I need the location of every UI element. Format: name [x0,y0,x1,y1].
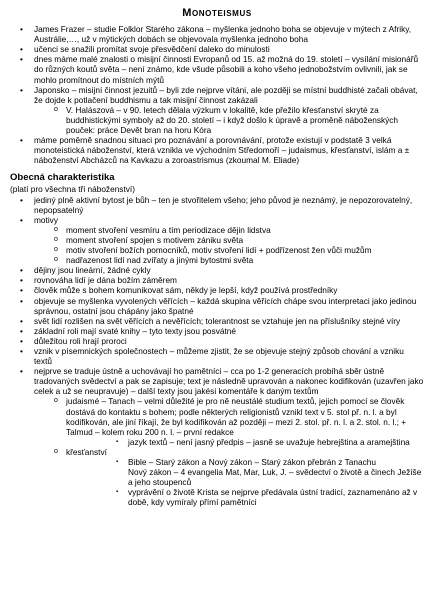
list-item [10,336,424,346]
bullet-icon: • [20,346,23,356]
bullet-icon: o [54,235,58,243]
list-item-text: člověk může s bohem komunikovat sám, někdy je lepší, když používá prostředníky [34,285,338,296]
list-item-text: moment stvoření vesmíru a tím periodizace dějin lidstva [66,224,271,235]
list-item [10,437,424,447]
page-title: Monoteismus [182,7,252,19]
list-item-text: důležitou roli hrají proroci [34,335,127,346]
list-item [10,487,424,507]
list-item-text: vznik v písemnických společnostech – můžeme zjistit, že se objevuje stejný způsob chování a vzniku textů [34,346,404,367]
list-item [10,215,424,225]
list-item-text: dějiny jsou lineární, žádné cykly [34,265,151,276]
list-item-text: moment stvoření spojen s motivem zániku světa [66,234,244,245]
list-item [10,467,424,487]
list-item [10,105,424,135]
list-item [10,255,424,265]
list-item [10,457,424,467]
list-item-text: James Frazer – studie Folklor Starého zákona – myšlenka jednoho boha se objevuje v mýtech z Afriky, Austrálie,…, už v mýtických dobách se objevovala myšlenka jednoho boha [34,24,412,45]
bullet-icon: o [54,246,58,254]
bullet-icon: • [20,325,23,336]
list-item-text: motivy [34,214,58,225]
section-subheading: (platí pro všechna tři náboženství) [10,183,135,194]
list-item-text: motiv stvoření božích pomocníků, motiv stvoření lidí + podřízenost žen vůči mužům [66,245,372,256]
list-item-text: vyprávění o životě Krista se nejprve předávala ústní tradicí, zaznamenáno až v době, kdy vymíraly přímí pamětníci [128,487,418,508]
list-item-text: rovnováha lidí je dána božím záměrem [34,275,177,286]
list-item-text: svět lidí rozlišen na svět věřících a nevěřících; tolerantnost se vztahuje jen na příslušníky stejné víry [34,315,401,326]
list-item [10,366,424,396]
bullet-icon: ▪ [116,438,119,445]
bullet-icon: • [20,44,23,55]
list-item-text: judaismé – Tanach – velmi důležité je pro ně neustálé studium textů, jejich pomocí se člověk dostává do kontaktu s bohem; podle některých religionistů vznikl text v 5. stol př. n. l. a byl kodifikován, ale jiní říkají, že byl kodifikován až později – mezi 2. stol. př. n. l. a 2. stol. n. l.; + Talmud – kolem roku 200 n. l. – první redakce [66,396,407,437]
list-item [10,225,424,235]
list-item [10,296,424,316]
bullet-icon: • [20,54,23,65]
section-heading: Obecná charakteristika [10,172,115,184]
bullet-icon: • [20,214,23,225]
list-item-text: objevuje se myšlenka vyvolených věřících – každá skupina věřících chápe svou interpretaci jako jedinou správnou, ostatní jsou chápány jako špatné [34,295,417,316]
list-item [10,285,424,295]
list-item [10,396,424,436]
bullet-icon: • [20,135,23,146]
bullet-icon: • [20,295,23,306]
list-item-text: nejprve se traduje ústně a uchovávají ho pamětníci – cca po 1-2 generacích probíhá sběr ústně tradovaných svědectví a pak se zapisuje; text je následně upravován a nakonec kodifikován (uzavřen jako celek a už se neupravuje) – další texty jsou jakési komentáře k daným textům [34,366,424,397]
bullet-icon: • [20,315,23,326]
list-item [10,447,424,457]
list-item-text: V. Halászová – v 90. letech dělala výzkum v lokalitě, kde přežilo křesťanství skryté za buddhistickými symboly až do 20. století – i když došlo k úpravě a proměně náboženských pouček: práce Devět bran na horu Kóra [66,104,399,136]
list-item-text: máme poměrně snadnou situaci pro poznávání a porovnávání, protože existují v podstatě 3 velká monoteistická náboženství, která vznikla ve východním Středomoří – judaismus, křesťanství, islám a ± náboženství Abcházců na Kavkazu a zoroastrismus (zkoumal M. Eliade) [34,135,410,166]
list-item-text: učenci se snažili promítat svoje přesvědčení daleko do minulosti [34,44,270,55]
list-item [10,85,424,105]
intro-list [10,24,424,165]
list-item [10,235,424,245]
bullet-icon: o [54,105,58,113]
bullet-icon: • [20,275,23,286]
bullet-icon: • [20,194,23,205]
bullet-icon: o [54,397,58,405]
list-item-text: jazyk textů – není jasný předpis – jasně se uvažuje hebrejština a aramejština [128,436,410,447]
list-item-text: Japonsko – misijní činnost jezuitů – byli zde nejprve vítáni, ale později se místní buddhisté začali obávat, že dojde k potlačení buddhismu a tak misijní činnost zakázali [34,84,418,105]
list-item-text: nadřazenost lidí nad zvířaty a jinými bytostmi světa [66,255,254,266]
list-item [10,326,424,336]
list-item [10,195,424,215]
bullet-icon: • [20,366,23,377]
bullet-icon: o [54,447,58,455]
list-item-text: Nový zákon – 4 evangelia Mat, Mar, Luk, J. – svědectví o životě a činech Ježíše a jeho stoupenců [128,467,422,488]
list-item [10,316,424,326]
characteristics-list [10,195,424,508]
bullet-icon: • [20,265,23,276]
list-item-text: křesťanství [66,446,107,457]
list-item-text: základní roli mají svaté knihy – tyto texty jsou posvátné [34,325,236,336]
list-item [10,346,424,366]
list-item-text: dnes máme malé znalosti o misijní činnosti Evropanů od 15. až možná do 19. století – vysílání misionářů do různých koutů světa – není známo, kde všude působili a koho všeho jednobožstvím ovlivnili, jak se mohlo promítnout do místních mýtů [34,54,419,85]
bullet-icon: • [20,84,23,95]
list-item [10,44,424,54]
list-item [10,245,424,255]
bullet-icon: ▪ [116,489,119,496]
list-item-text: jediný plně aktivní bytost je bůh – ten je stvořitelem všeho; jeho původ je neznámý, je nepozorovatelný, nepopsatelný [34,194,413,215]
bullet-icon: o [54,225,58,233]
bullet-icon: o [54,256,58,264]
list-item-text: Bible – Starý zákon a Nový zákon – Starý zákon přebrán z Tanachu [128,457,376,468]
list-item [10,275,424,285]
bullet-icon: • [20,335,23,346]
list-item [10,265,424,275]
bullet-icon: • [20,285,23,296]
bullet-icon: • [20,24,23,35]
list-item [10,54,424,84]
list-item [10,24,424,44]
bullet-icon: ▪ [116,459,119,466]
list-item [10,135,424,165]
